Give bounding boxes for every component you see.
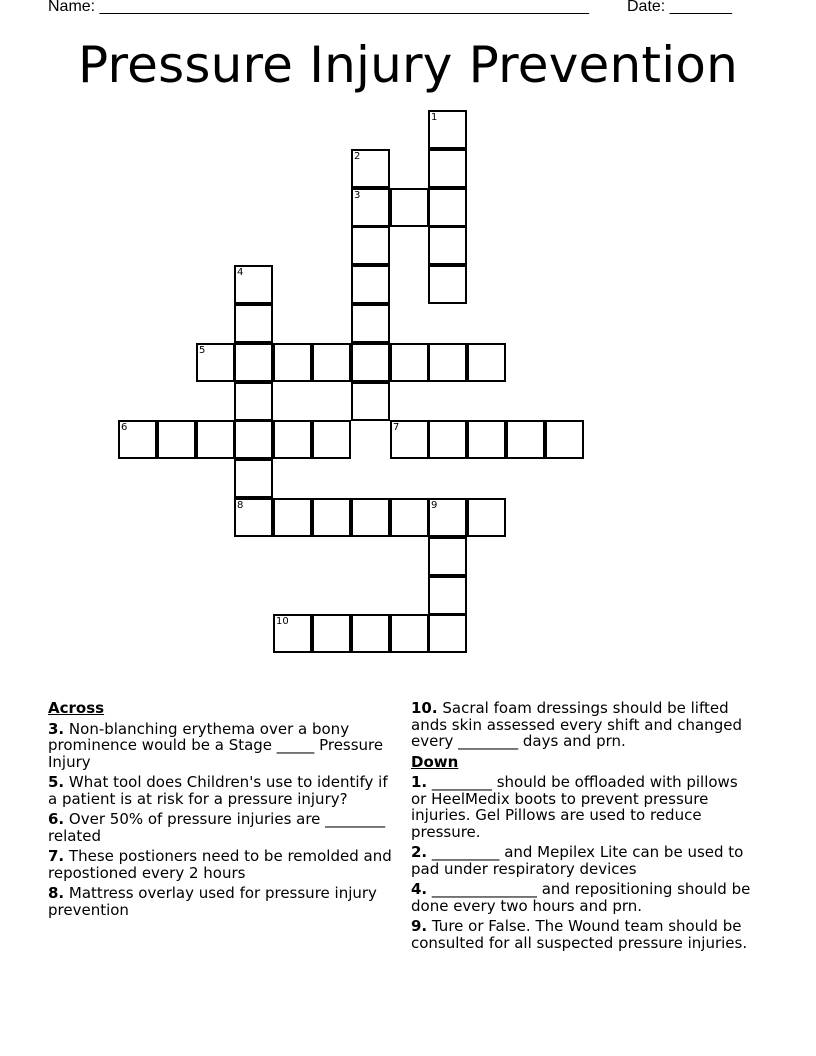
page-title: Pressure Injury Prevention: [78, 36, 738, 94]
cell-number: 2: [354, 151, 361, 162]
clue-number: 6.: [48, 810, 65, 828]
crossword-cell[interactable]: [428, 420, 467, 459]
crossword-cell[interactable]: [390, 343, 429, 382]
crossword-cell[interactable]: [428, 188, 467, 227]
crossword-cell[interactable]: [390, 188, 429, 227]
crossword-cell[interactable]: [428, 537, 467, 576]
crossword-cell[interactable]: [428, 498, 467, 537]
cell-number: 7: [393, 422, 400, 433]
crossword-cell[interactable]: [234, 498, 273, 537]
across-heading: Across: [48, 699, 105, 717]
down-clue: [411, 918, 756, 951]
crossword-cell[interactable]: [234, 304, 273, 343]
across-clue: [48, 885, 393, 918]
crossword-cell[interactable]: [428, 149, 467, 188]
cell-number: 3: [354, 190, 361, 201]
crossword-cell[interactable]: [312, 614, 351, 653]
crossword-cell[interactable]: [467, 498, 506, 537]
crossword-cell[interactable]: [351, 304, 390, 343]
clue-text: These postioners need to be remolded and repostioned every 2 hours: [48, 847, 392, 882]
clue-number: 3.: [48, 719, 65, 738]
clue-text: Sacral foam dressings should be lifted ands skin assessed every shift and changed every ________ days and prn.: [411, 699, 742, 750]
name-field[interactable]: Name: _______________________________________________________: [48, 0, 589, 15]
clues-right-column: [411, 700, 756, 955]
crossword-cell[interactable]: [390, 614, 429, 653]
across-clue: [48, 811, 393, 844]
crossword-cell[interactable]: [428, 343, 467, 382]
cell-number: 6: [121, 422, 128, 433]
across-clue: [48, 774, 393, 807]
crossword-cell[interactable]: [234, 420, 273, 459]
crossword-cell[interactable]: [312, 420, 351, 459]
clue-number: 9.: [411, 917, 428, 935]
clues-left-column: [48, 700, 393, 922]
crossword-cell[interactable]: [118, 420, 157, 459]
clue-text: _________ and Mepilex Lite can be used to pad under respiratory devices: [411, 843, 744, 878]
clue-text: Non-blanching erythema over a bony prominence would be a Stage _____ Pressure Injury: [48, 719, 384, 771]
clue-number: 2.: [411, 843, 428, 861]
crossword-cell[interactable]: [428, 576, 467, 615]
crossword-cell[interactable]: [506, 420, 545, 459]
clue-number: 10.: [411, 699, 438, 717]
down-clue: [411, 844, 756, 877]
crossword-cell[interactable]: [351, 188, 390, 227]
across-clue: [411, 700, 756, 750]
crossword-cell[interactable]: [351, 226, 390, 265]
cell-number: 4: [237, 267, 244, 278]
cell-number: 10: [276, 616, 289, 627]
clue-text: What tool does Children's use to identify if a patient is at risk for a pressure injury?: [48, 773, 388, 808]
date-field[interactable]: Date: _______: [627, 0, 732, 15]
down-clue: [411, 774, 756, 840]
crossword-cell[interactable]: [273, 343, 312, 382]
across-clue: [48, 848, 393, 881]
clue-number: 5.: [48, 773, 65, 791]
crossword-cell[interactable]: [234, 343, 273, 382]
crossword-cell[interactable]: [428, 226, 467, 265]
crossword-cell[interactable]: [351, 343, 390, 382]
crossword-cell[interactable]: [196, 420, 235, 459]
crossword-cell[interactable]: [273, 420, 312, 459]
crossword-cell[interactable]: [351, 498, 390, 537]
crossword-cell[interactable]: [428, 614, 467, 653]
crossword-cell[interactable]: [196, 343, 235, 382]
clue-text: ________ should be offloaded with pillows or HeelMedix boots to prevent pressure injuries. Gel Pillows are used to reduce pressure.: [411, 773, 738, 841]
cell-number: 1: [431, 112, 438, 123]
clue-text: Over 50% of pressure injuries are ________ related: [48, 810, 386, 845]
crossword-cell[interactable]: [428, 110, 467, 149]
crossword-cell[interactable]: [234, 459, 273, 498]
crossword-cell[interactable]: [234, 265, 273, 304]
crossword-cell[interactable]: [351, 614, 390, 653]
crossword-cell[interactable]: [273, 498, 312, 537]
clue-text: Mattress overlay used for pressure injury prevention: [48, 884, 377, 919]
crossword-cell[interactable]: [273, 614, 312, 653]
crossword-cell[interactable]: [390, 498, 429, 537]
crossword-cell[interactable]: [312, 343, 351, 382]
cell-number: 9: [431, 500, 438, 511]
crossword-cell[interactable]: [312, 498, 351, 537]
cell-number: 8: [237, 500, 244, 511]
down-heading: Down: [411, 752, 459, 771]
crossword-cell[interactable]: [428, 265, 467, 304]
crossword-cell[interactable]: [545, 420, 584, 459]
clue-number: 7.: [48, 847, 65, 865]
crossword-cell[interactable]: [467, 343, 506, 382]
across-clue: [48, 721, 393, 771]
crossword-cell[interactable]: [234, 382, 273, 421]
crossword-cell[interactable]: [351, 265, 390, 304]
crossword-cell[interactable]: [467, 420, 506, 459]
clue-number: 1.: [411, 773, 428, 791]
cell-number: 5: [199, 345, 206, 356]
crossword-cell[interactable]: [390, 420, 429, 459]
clue-text: ______________ and repositioning should be done every two hours and prn.: [411, 880, 751, 915]
clue-text: Ture or False. The Wound team should be consulted for all suspected pressure injuries.: [411, 917, 748, 952]
crossword-cell[interactable]: [351, 149, 390, 188]
clue-number: 4.: [411, 880, 428, 898]
clue-number: 8.: [48, 884, 65, 902]
down-clue: [411, 881, 756, 914]
crossword-cell[interactable]: [157, 420, 196, 459]
crossword-cell[interactable]: [351, 382, 390, 421]
